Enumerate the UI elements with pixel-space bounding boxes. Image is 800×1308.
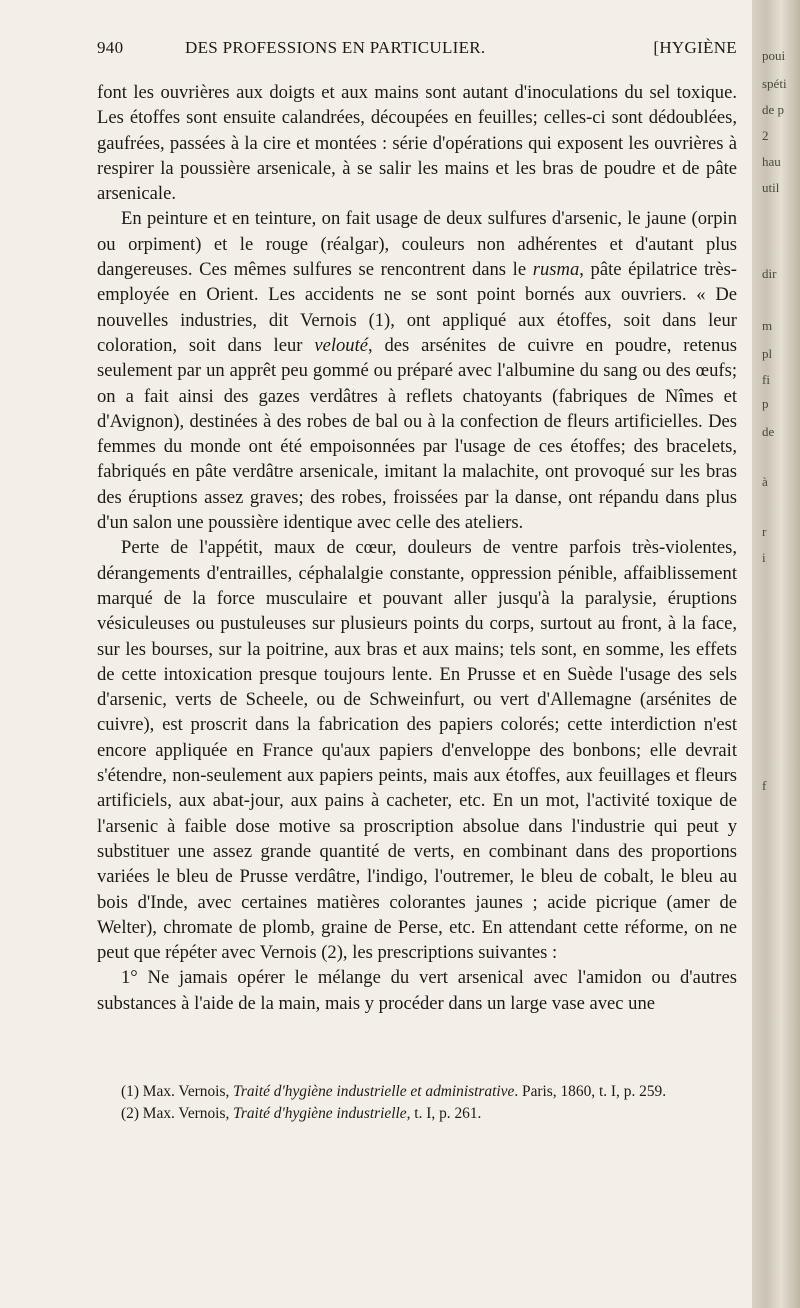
footnote-work: Traité d'hygiène industrielle et administrative (233, 1083, 515, 1100)
gutter-fragment: util (762, 180, 780, 195)
footnote (97, 1103, 737, 1125)
paragraph: Perte de l'appétit, maux de cœur, douleurs de ventre parfois très-violentes, dérangements d'entrailles, céphalalgie constante, oppression pénible, affaiblissement marqué de la force musculaire et pouvant aller jusqu'à la paralysie, éruptions vésiculeuses ou pustuleuses sur plusieurs points du corps, surtout au front, à la face, sur les bourses, sur la poitrine, aux bras et aux mains; tels sont, en somme, les effets de cette intoxication presque toujours lente. En Prusse et en Suède l'usage des sels d'arsenic, verts de Scheele, ou de Schweinfurt, ou vert d'Allemagne (arsénites de cuivre), est proscrit dans la fabrication des papiers colorés; cette interdiction n'est encore appliquée en France qu'aux papiers d'enveloppe des bonbons; elle devrait s'étendre, non-seulement aux papiers peints, mais aux étoffes, aux feuillages et fleurs artificiels, aux abat-jour, aux pains à cacheter, etc. En un mot, l'activité toxique de l'arsenic à faible dose motive sa proscription absolue dans l'industrie qui peut y substituer une assez grande quantité de verts, en combinant dans des proportions variées le bleu de Prusse verdâtre, l'indigo, l'outremer, le bleu de cobalt, le bleu au bois d'Inde, avec certaines matières colorantes jaunes ; acide picrique (amer de Welter), chromate de plomb, graine de Perse, etc. En attendant cette réforme, on ne peut que répéter avec Vernois (2), les prescriptions suivantes : (97, 537, 737, 964)
body-text (97, 80, 737, 1016)
paragraph (97, 206, 737, 535)
footnote-author: Max. Vernois, (138, 1105, 234, 1122)
text-run: En peinture et en teinture, on fait usage de deux sulfures d'arsenic, le jaune (orpin ou orpiment) et le rouge (réalgar), couleurs non adhérentes et d'autant plus dangereuses. Ces mêmes sulfures se rencontrent dans le (97, 208, 737, 281)
footnote-marker: (2) (121, 1105, 139, 1122)
gutter-fragment: à (762, 474, 768, 489)
footnote-author: Max. Vernois, (138, 1083, 234, 1100)
footnote (97, 1081, 737, 1103)
footnote-reference: , t. I, p. 261. (406, 1105, 482, 1122)
footnotes (97, 1081, 737, 1125)
gutter-fragment: 2 (762, 128, 769, 143)
gutter-fragment: m (762, 318, 773, 333)
section-title: [HYGIÈNE (653, 38, 737, 57)
gutter-fragment: hau (762, 154, 781, 169)
running-header (97, 38, 737, 64)
gutter-fragment: pl (762, 346, 773, 361)
footnote-marker: (1) (121, 1083, 139, 1100)
gutter-fragment: spéti (762, 76, 787, 91)
gutter-fragment: p (762, 396, 769, 411)
gutter-fragment: fi (762, 372, 770, 387)
gutter-fragment: r (762, 524, 767, 539)
gutter-fragment: i (762, 550, 766, 565)
italic-term: rusma (532, 259, 580, 281)
paragraph: 1° Ne jamais opérer le mélange du vert arsenical avec l'amidon ou d'autres substances à l'aide de la main, mais y procéder dans un large vase avec une (97, 967, 737, 1014)
footnote-work: Traité d'hygiène industrielle (233, 1105, 407, 1122)
footnote-reference: . Paris, 1860, t. I, p. 259. (514, 1083, 667, 1100)
gutter-fragment: dir (762, 266, 777, 281)
page-number: 940 (97, 38, 124, 57)
paragraph: font les ouvrières aux doigts et aux mains sont autant d'inoculations du sel toxique. Les étoffes sont ensuite calandrées, découpées en feuilles; celles-ci sont dédoublées, gaufrées, passées à la cire et montées : série d'opérations qui exposent les ouvrières à respirer la poussière arsenicale, à se salir les mains et les bras de poudre et de pâte arsenicale. (97, 82, 737, 205)
text-run: , des arsénites de cuivre en poudre, retenus seulement par un apprêt peu gommé ou préparé avec l'albumine du sang ou des œufs; on a fait ainsi des gazes verdâtres à reflets chatoyants (fabriques de Nîmes et d'Avignon), destinées à des robes de bal ou à la confection de fleurs artificielles. Des femmes du monde ont été empoisonnées par l'usage de ces étoffes; des bracelets, fabriqués en pâte verdâtre arsenicale, imitant la malachite, ont provoqué sur les bras des éruptions assez graves; des robes, froissées par la danse, ont répandu dans plus d'un salon une poussière identique avec celle des ateliers. (97, 334, 737, 534)
gutter-fragment: de p (762, 102, 785, 117)
running-title: DES PROFESSIONS EN PARTICULIER. (185, 38, 486, 57)
gutter-fragment: f (762, 778, 767, 793)
italic-term: velouté (314, 334, 368, 356)
gutter-fragment: de (762, 424, 775, 439)
gutter-fragment: poui (762, 48, 786, 63)
adjacent-page-gutter (752, 0, 800, 1308)
text-run: , pâte épilatrice très-employée en Orient. Les accidents ne se sont point bornés aux ouvriers. « De nouvelles industries, dit Vernois (1), ont appliqué aux étoffes, soit dans leur coloration, soit dans leur (97, 259, 738, 356)
